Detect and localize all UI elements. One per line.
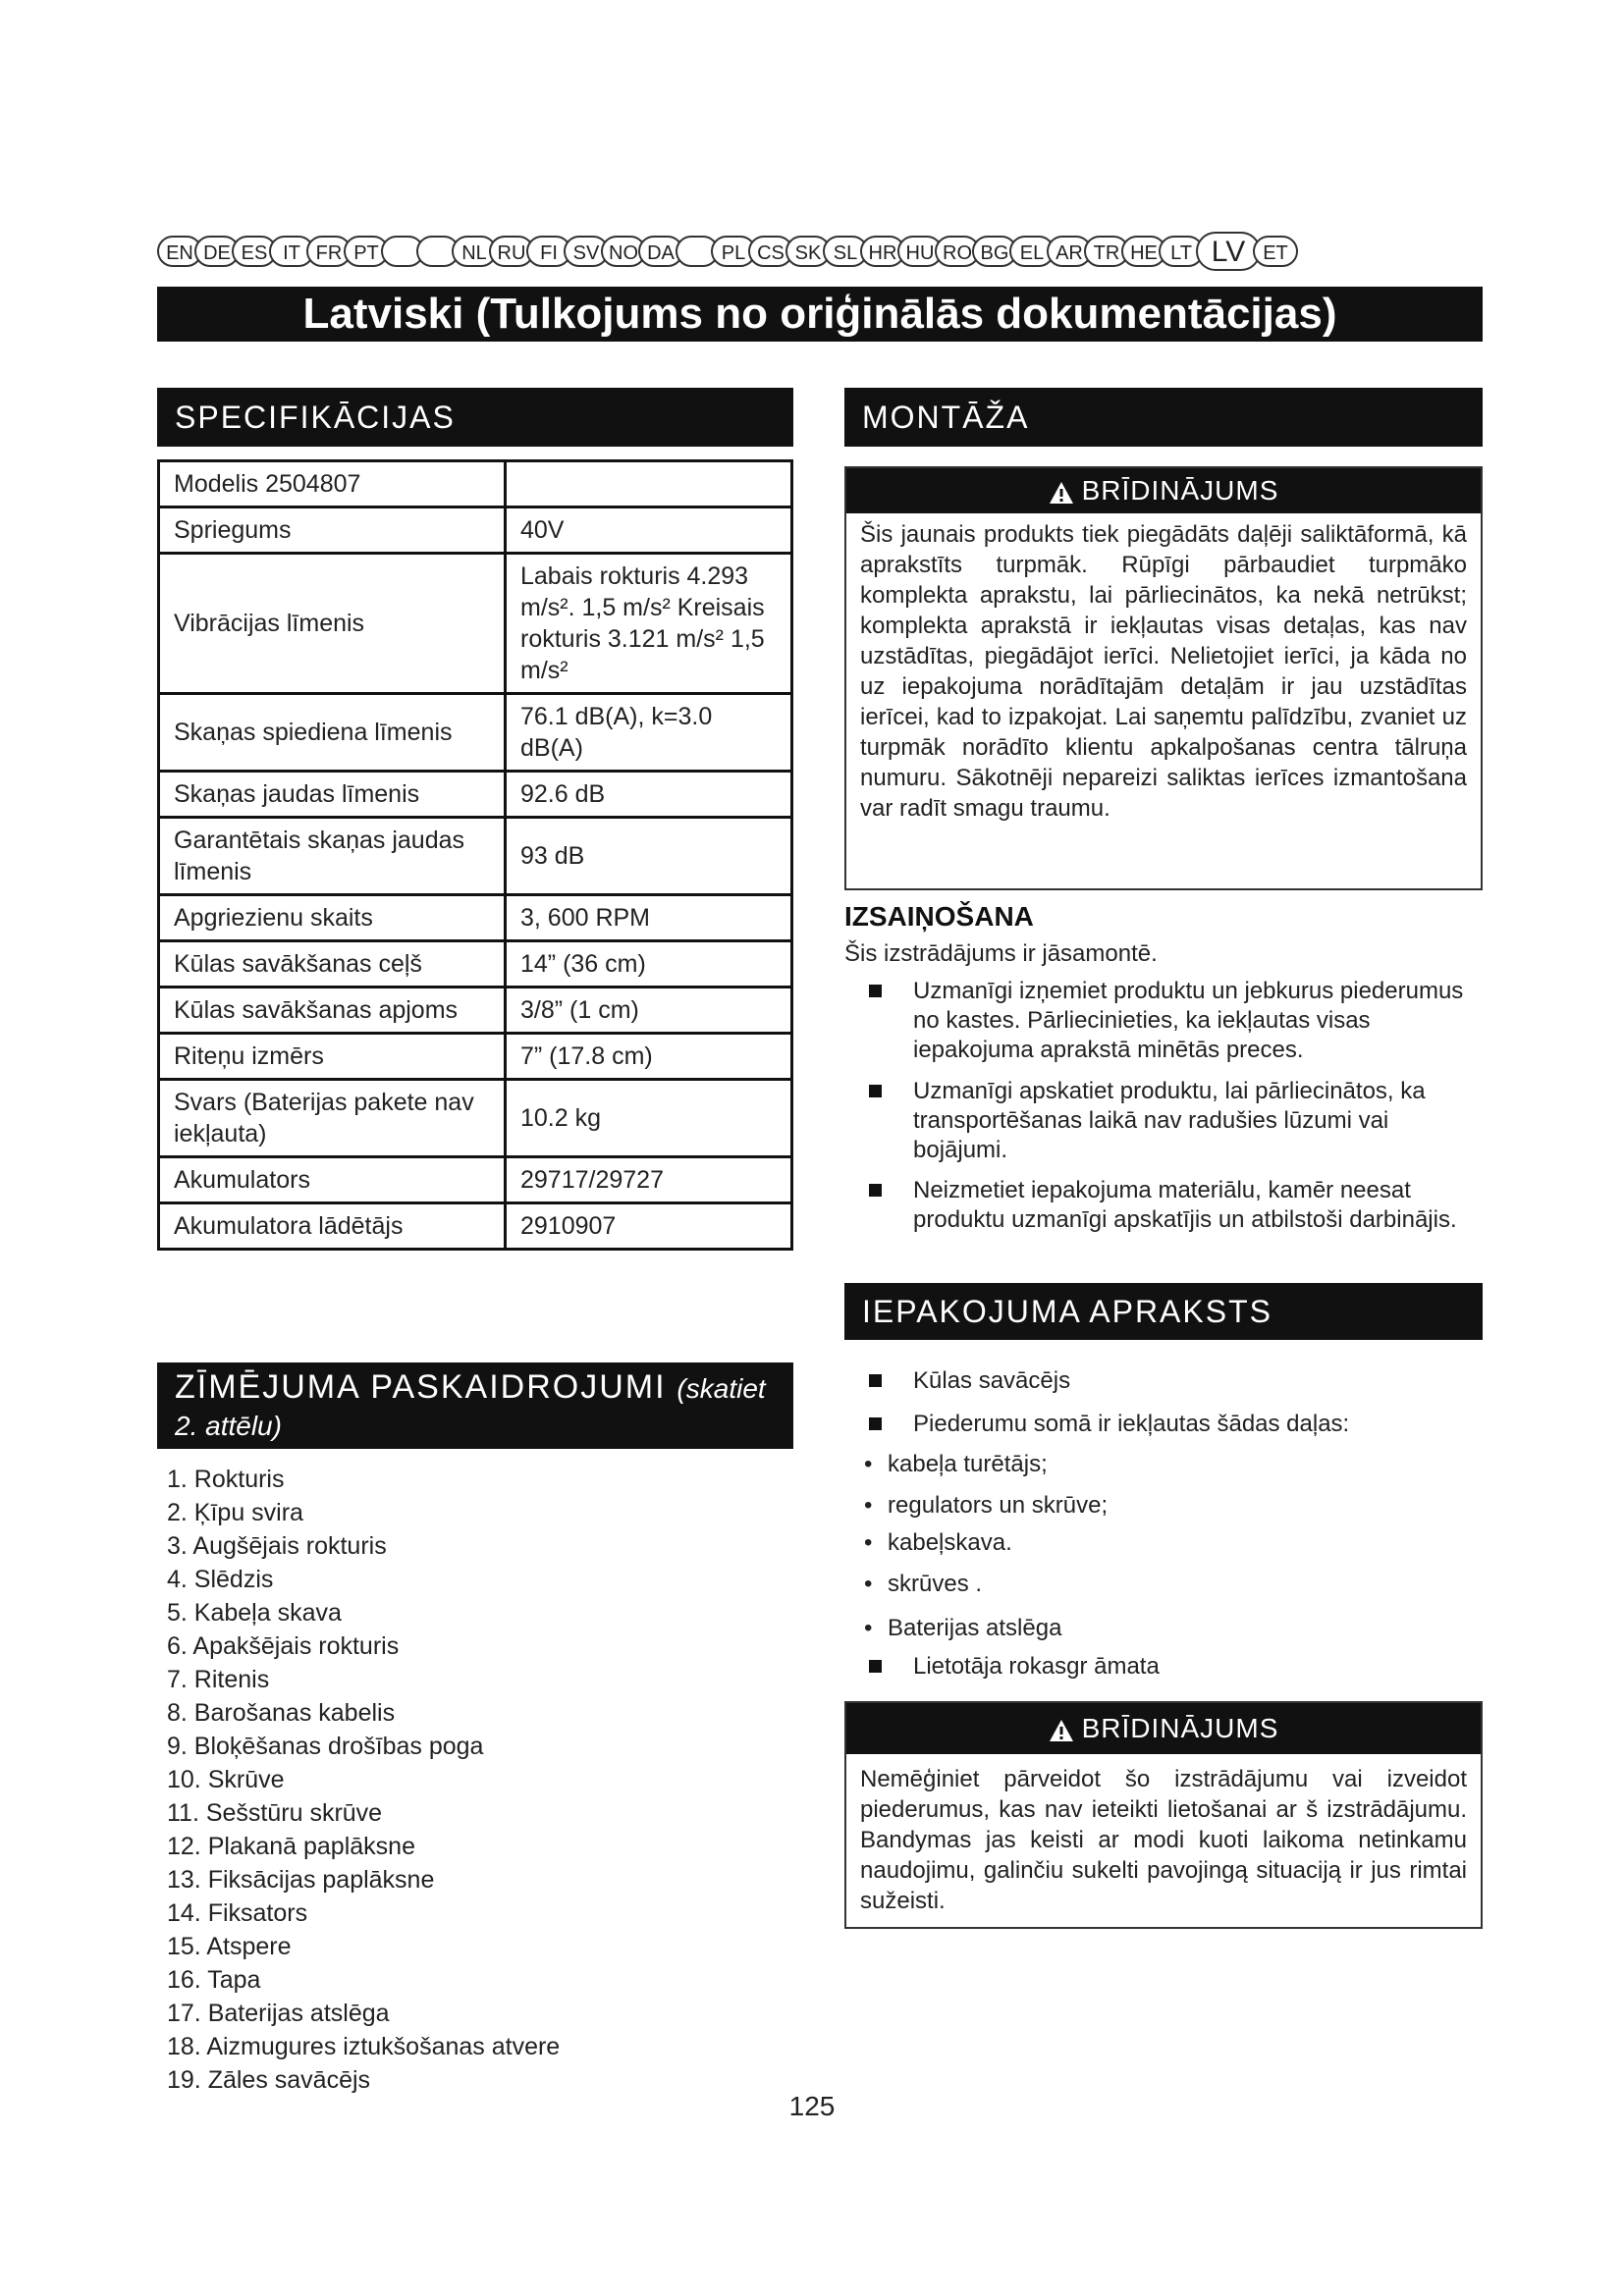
- language-tab-fr[interactable]: FR: [306, 236, 352, 267]
- bullet-square-icon: [869, 1374, 882, 1387]
- warning-triangle-icon: [1049, 1719, 1074, 1742]
- language-tab-sv[interactable]: SV: [564, 236, 609, 267]
- legend-item: 17. Baterijas atslēga: [167, 2000, 390, 2027]
- spec-key: Akumulatora lādētājs: [159, 1203, 506, 1250]
- language-tab-da[interactable]: DA: [638, 236, 683, 267]
- warning-header: [846, 1703, 1481, 1754]
- package-heading: IEPAKOJUMA APRAKSTS: [844, 1283, 1483, 1340]
- assembly-heading: MONTĀŽA: [844, 388, 1483, 447]
- language-tab-lt[interactable]: LT: [1159, 236, 1204, 267]
- legend-item: 9. Bloķēšanas drošības poga: [167, 1733, 484, 1760]
- package-dot-item: • regulators un skrūve;: [864, 1492, 1109, 1519]
- warning-header: [846, 468, 1481, 513]
- spec-key: Kūlas savākšanas apjoms: [159, 988, 506, 1034]
- package-dot-item: • skrūves .: [864, 1571, 983, 1597]
- page-number: 125: [788, 2091, 836, 2121]
- spec-value: 14” (36 cm): [506, 941, 792, 988]
- spec-key: Riteņu izmērs: [159, 1034, 506, 1080]
- spec-value: 3/8” (1 cm): [506, 988, 792, 1034]
- unpack-bullet-text: Uzmanīgi apskatiet produktu, lai pārliecinātos, ka transportēšanas laikā nav radušies lūzumi vai bojājumi.: [913, 1078, 1426, 1163]
- legend-item: 4. Slēdzis: [167, 1566, 274, 1593]
- warning-title: BRĪDINĀJUMS: [1081, 1713, 1279, 1743]
- spec-value: [506, 461, 792, 507]
- spec-value: 10.2 kg: [506, 1080, 792, 1157]
- package-bullet: [869, 1652, 1478, 1682]
- legend-item: 11. Sešstūru skrūve: [167, 1799, 383, 1827]
- spec-key: Skaņas jaudas līmenis: [159, 772, 506, 818]
- spec-key: Akumulators: [159, 1157, 506, 1203]
- legend-heading-note: (skatiet 2. attēlu): [175, 1373, 766, 1441]
- language-tabs: [157, 236, 1483, 273]
- legend-item: 1. Rokturis: [167, 1466, 285, 1493]
- package-dot-item: • Baterijas atslēga: [864, 1615, 1062, 1641]
- language-tab-sk[interactable]: SK: [785, 236, 831, 267]
- language-tab-et[interactable]: ET: [1253, 236, 1298, 267]
- legend-item: 7. Ritenis: [167, 1666, 270, 1693]
- legend-item: 6. Apakšējais rokturis: [167, 1632, 400, 1660]
- spec-key: Kūlas savākšanas ceļš: [159, 941, 506, 988]
- spec-row: [159, 988, 792, 1034]
- package-bullet-text: Piederumu somā ir iekļautas šādas daļas:: [913, 1411, 1350, 1437]
- spec-row: [159, 1157, 792, 1203]
- spec-value: 93 dB: [506, 818, 792, 895]
- legend-item: 10. Skrūve: [167, 1766, 285, 1793]
- spec-key: Svars (Baterijas pakete nav iekļauta): [159, 1080, 506, 1157]
- package-dot-item: • kabeļskava.: [864, 1529, 1012, 1556]
- warning-triangle-icon: [1049, 481, 1074, 505]
- package-bullet: [869, 1410, 1478, 1439]
- language-tab-hr[interactable]: HR: [860, 236, 905, 267]
- legend-item: 12. Plakanā paplāksne: [167, 1833, 415, 1860]
- spec-row: [159, 772, 792, 818]
- unpack-bullet: [869, 977, 1478, 1065]
- package-bullet-text: Lietotāja rokasgr āmata: [913, 1653, 1160, 1680]
- legend-item: 16. Tapa: [167, 1966, 261, 1994]
- legend-item: 19. Zāles savācējs: [167, 2066, 371, 2094]
- spec-key: Spriegums: [159, 507, 506, 554]
- bullet-square-icon: [869, 1660, 882, 1673]
- spec-key: Skaņas spiediena līmenis: [159, 694, 506, 772]
- language-tab-fi[interactable]: FI: [526, 236, 571, 267]
- unpack-intro: Šis izstrādājums ir jāsamontē.: [844, 940, 1158, 967]
- spec-table: [157, 459, 793, 1251]
- legend-item: 13. Fiksācijas paplāksne: [167, 1866, 435, 1894]
- language-tab-cs[interactable]: CS: [748, 236, 793, 267]
- unpack-bullet-text: Uzmanīgi izņemiet produktu un jebkurus piederumus no kastes. Pārliecinieties, ka iekļautas visas iepakojuma aprakstā minētās preces.: [913, 978, 1464, 1063]
- language-tab-no[interactable]: NO: [601, 236, 646, 267]
- spec-key: Apgriezienu skaits: [159, 895, 506, 941]
- spec-value: 7” (17.8 cm): [506, 1034, 792, 1080]
- language-tab-ru[interactable]: RU: [489, 236, 534, 267]
- warning-text: Šis jaunais produkts tiek piegādāts daļēji saliktāformā, kā aprakstīts turpmāk. Rūpīgi pārbaudiet turpmāko komplekta aprakstu, lai pārliecinātos, ka nekā netrūkst; komplekta aprakstā ir iekļautas visas detaļas, kas nav uzstādītas, piegādājot ierīci. Nelietojiet ierīci, ja kāda no uz iepakojuma norādītajām detaļām ir jau uzstādītas ierīcei, kad to izpakojat. Lai saņemtu palīdzību, zvaniet uz turpmāk norādīto klientu apkalpošanas centra tālruņa numuru. Sākotnēji nepareizi saliktas ierīces izmantošana var radīt smagu traumu.: [860, 521, 1467, 822]
- spec-row: [159, 1080, 792, 1157]
- spec-value: 29717/29727: [506, 1157, 792, 1203]
- spec-row: [159, 507, 792, 554]
- spec-row: [159, 818, 792, 895]
- language-tab-el[interactable]: EL: [1009, 236, 1055, 267]
- spec-row: [159, 1203, 792, 1250]
- package-bullet: [869, 1366, 1478, 1396]
- spec-key: Vibrācijas līmenis: [159, 554, 506, 694]
- spec-heading: SPECIFIKĀCIJAS: [157, 388, 793, 447]
- assembly-warning-box: [844, 466, 1483, 890]
- legend-heading: [157, 1362, 793, 1449]
- language-tab-ar[interactable]: AR: [1047, 236, 1092, 267]
- unpack-bullet: [869, 1077, 1478, 1165]
- spec-row: [159, 941, 792, 988]
- spec-row: [159, 694, 792, 772]
- spec-key: Modelis 2504807: [159, 461, 506, 507]
- spec-value: Labais rokturis 4.293 m/s². 1,5 m/s² Kreisais rokturis 3.121 m/s² 1,5 m/s²: [506, 554, 792, 694]
- legend-list: [167, 1463, 756, 2097]
- package-bullet-text: Kūlas savācējs: [913, 1367, 1071, 1394]
- legend-item: 18. Aizmugures iztukšošanas atvere: [167, 2033, 561, 2060]
- legend-item: 14. Fiksators: [167, 1899, 308, 1927]
- language-tab-hu[interactable]: HU: [897, 236, 943, 267]
- legend-item: 2. Ķīpu svira: [167, 1499, 303, 1526]
- bullet-square-icon: [869, 1184, 882, 1197]
- language-tab-sl[interactable]: SL: [823, 236, 868, 267]
- package-dot-item: • kabeļa turētājs;: [864, 1451, 1048, 1477]
- language-tab-es[interactable]: ES: [232, 236, 277, 267]
- legend-item: 8. Barošanas kabelis: [167, 1699, 396, 1727]
- legend-item: 5. Kabeļa skava: [167, 1599, 342, 1627]
- package-warning-box: [844, 1701, 1483, 1929]
- spec-row: [159, 1034, 792, 1080]
- warning-text: Nemēģiniet pārveidot šo izstrādājumu vai izveidot piederumus, kas nav ieteikti lietošanai ar š izstrādājumu. Bandymas jas keisti ar modi kuoti laikoma netinkamu naudojimu, galinčiu sukelti pavojingą situaciją ir jus rimtai sužeisti.: [860, 1766, 1467, 1914]
- bullet-square-icon: [869, 985, 882, 997]
- spec-value: 3, 600 RPM: [506, 895, 792, 941]
- language-tab-nl[interactable]: NL: [452, 236, 497, 267]
- spec-key: Garantētais skaņas jaudas līmenis: [159, 818, 506, 895]
- language-tab-bg[interactable]: BG: [972, 236, 1017, 267]
- page-title: Latviski (Tulkojums no oriģinālās dokumentācijas): [157, 287, 1483, 342]
- language-tab-pl[interactable]: PL: [711, 236, 756, 267]
- language-tab-he[interactable]: HE: [1121, 236, 1166, 267]
- bullet-square-icon: [869, 1085, 882, 1097]
- language-tab-de[interactable]: DE: [194, 236, 240, 267]
- language-tab-ro[interactable]: RO: [935, 236, 980, 267]
- spec-value: 92.6 dB: [506, 772, 792, 818]
- language-tab-en[interactable]: EN: [157, 236, 202, 267]
- unpack-bullet-text: Neizmetiet iepakojuma materiālu, kamēr neesat produktu uzmanīgi apskatījis un atbilstoši darbinājis.: [913, 1177, 1457, 1233]
- spec-row: [159, 554, 792, 694]
- language-tab-pt[interactable]: PT: [344, 236, 389, 267]
- legend-item: 15. Atspere: [167, 1933, 292, 1960]
- unpack-title: IZSAIŅOŠANA: [844, 901, 1034, 932]
- language-tab-tr[interactable]: TR: [1084, 236, 1129, 267]
- legend-item: 3. Augšējais rokturis: [167, 1532, 387, 1560]
- spec-row: [159, 895, 792, 941]
- language-tab-it[interactable]: IT: [269, 236, 314, 267]
- spec-value: 40V: [506, 507, 792, 554]
- spec-value: 2910907: [506, 1203, 792, 1250]
- warning-title: BRĪDINĀJUMS: [1081, 475, 1279, 506]
- language-tab-lv[interactable]: LV: [1196, 232, 1261, 271]
- spec-value: 76.1 dB(A), k=3.0 dB(A): [506, 694, 792, 772]
- unpack-bullet: [869, 1176, 1478, 1235]
- legend-heading-title: ZĪMĒJUMA PASKAIDROJUMI: [175, 1368, 667, 1406]
- spec-row: [159, 461, 792, 507]
- bullet-square-icon: [869, 1417, 882, 1430]
